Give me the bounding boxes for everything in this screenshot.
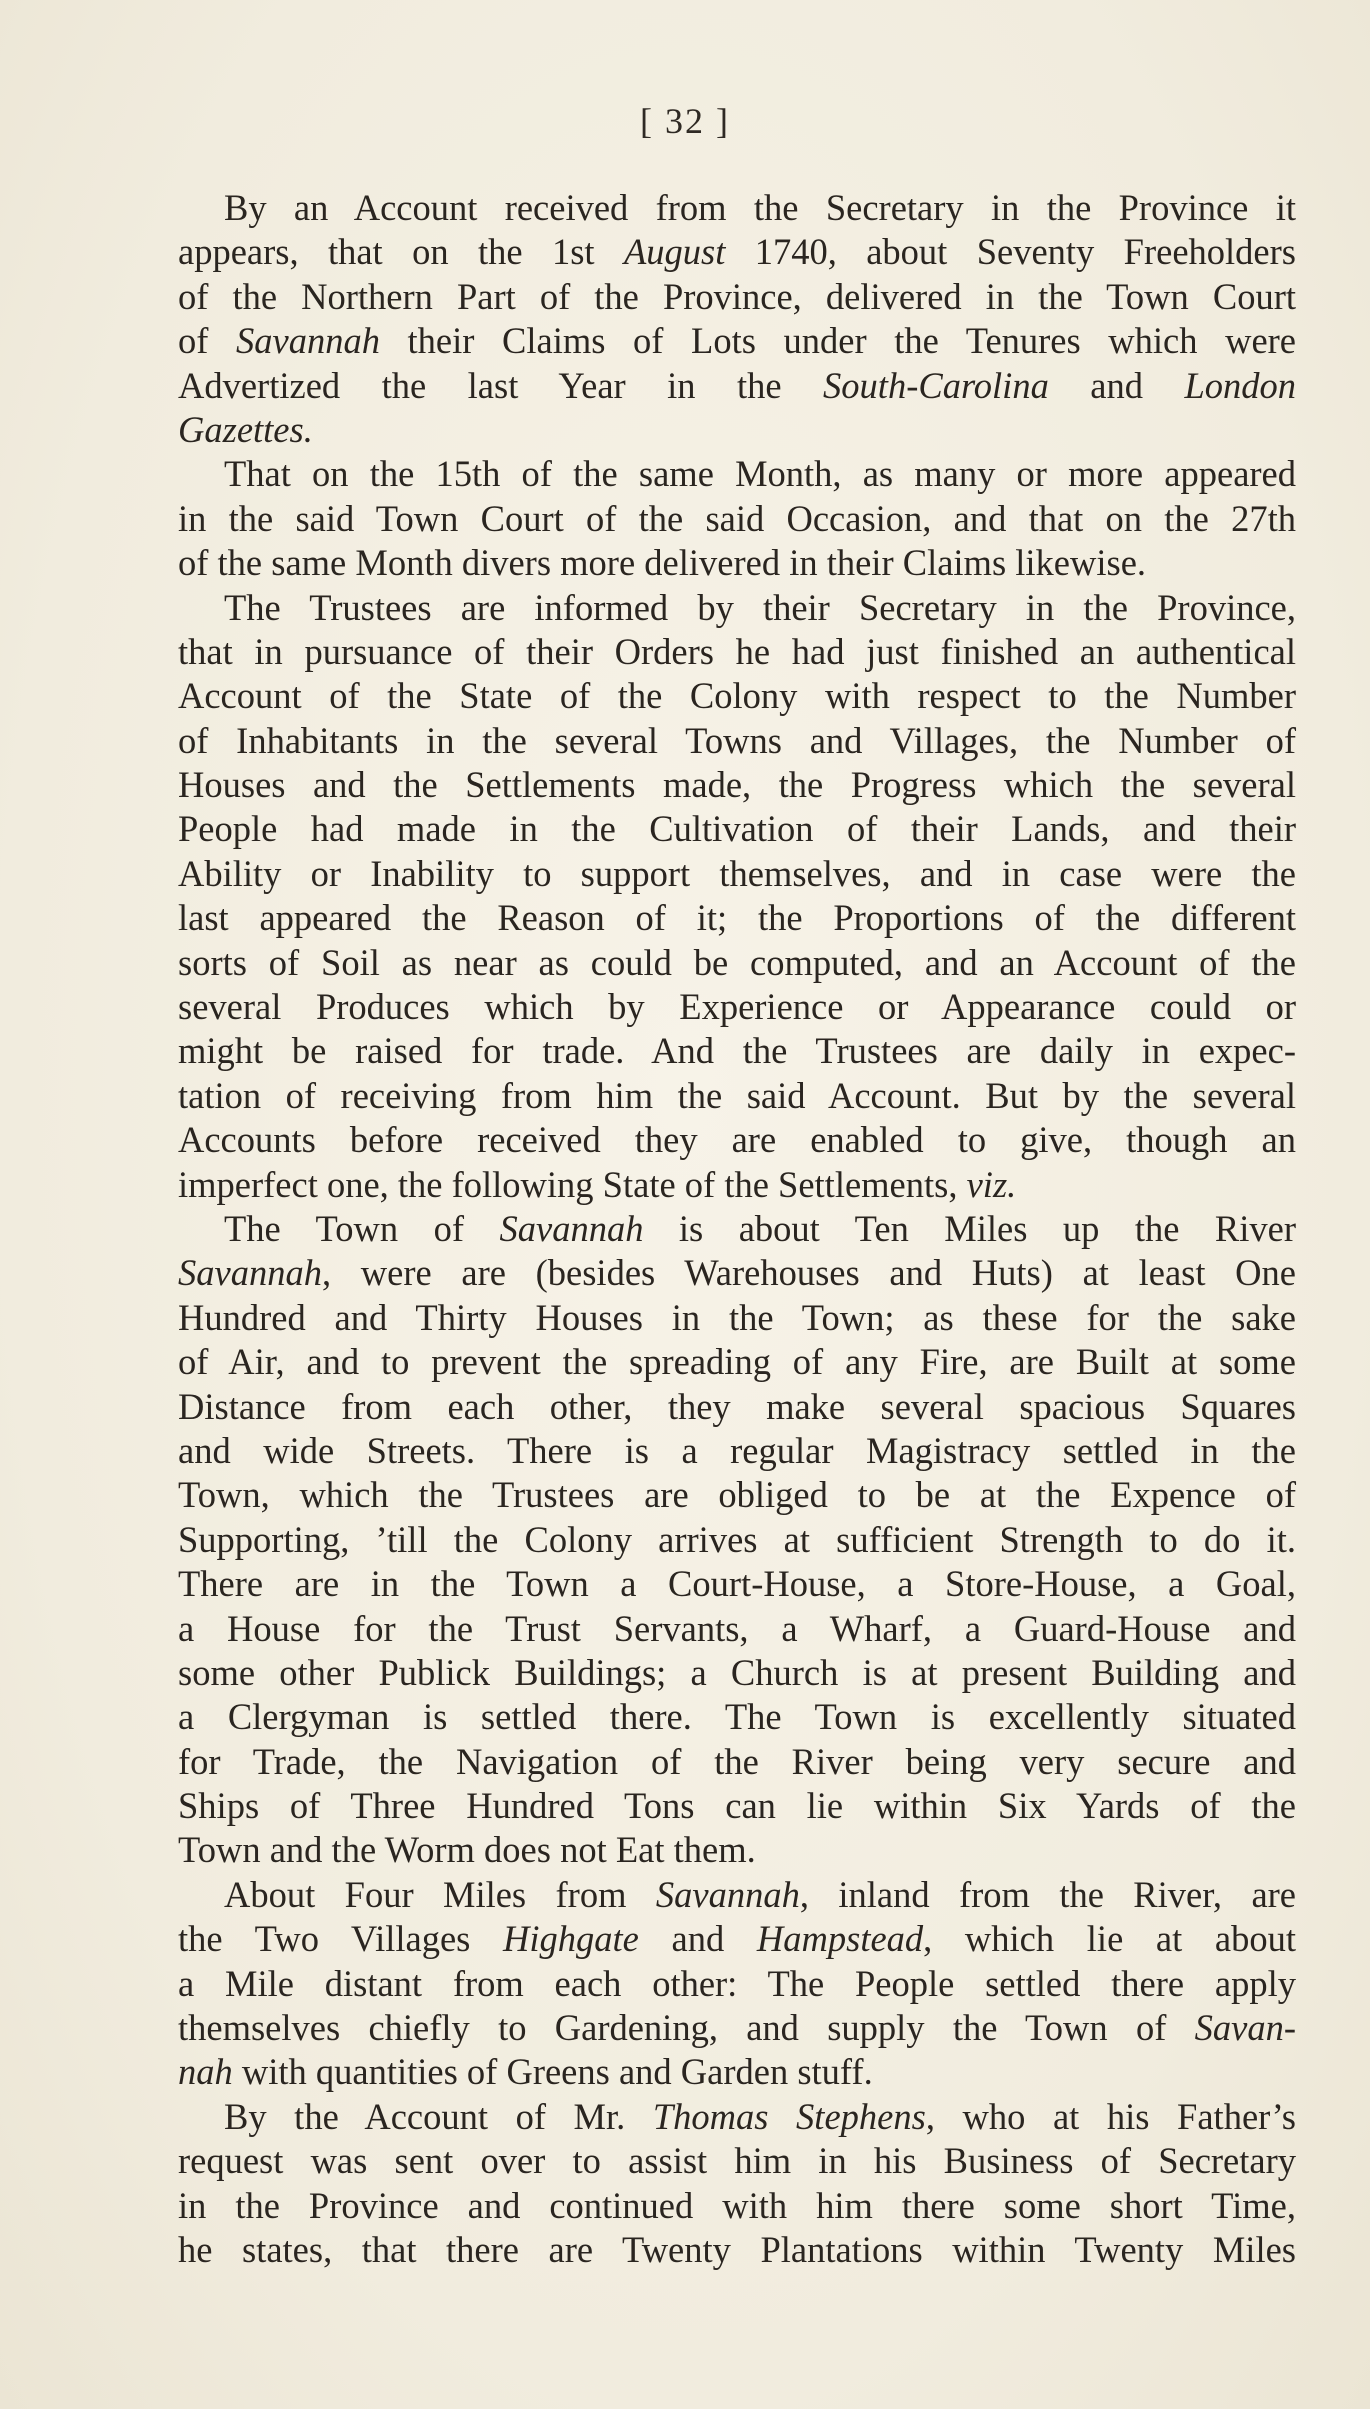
text-segment: in the Province and continued with him there some short Time, (178, 2184, 1296, 2226)
text-segment: and (638, 1918, 757, 1960)
text-segment: a Clergyman is settled there. The Town is excellently situated (178, 1696, 1296, 1738)
text-segment: , inland from the River, are (799, 1873, 1296, 1915)
text-segment: a Mile distant from each other: The People settled there apply (178, 1962, 1296, 2004)
text-line (178, 1873, 1296, 1917)
text-segment: of Inhabitants in the several Towns and Villages, the Number of (178, 719, 1296, 761)
text-segment: Distance from each other, they make several spacious Squares (178, 1385, 1296, 1427)
italic-text: Highgate (503, 1918, 639, 1960)
text-segment: , which lie at about (923, 1918, 1297, 1960)
text-line (178, 2095, 1296, 2139)
text-segment: appears, that on the 1st (178, 231, 624, 273)
text-segment: themselves chiefly to Gardening, and supply the Town of (178, 2007, 1195, 2049)
text-segment: last appeared the Reason of it; the Proportions of the different (178, 897, 1296, 939)
text-line (178, 1917, 1296, 1961)
text-line (178, 1828, 1296, 1872)
text-line (178, 2228, 1296, 2272)
text-segment: the Two Villages (178, 1918, 504, 1960)
text-segment: that in pursuance of their Orders he had just finished an authentical (178, 630, 1296, 672)
text-line (178, 2006, 1296, 2050)
text-segment: their Claims of Lots under the Tenures which were (379, 320, 1297, 362)
text-segment: By the Account of Mr. (224, 2095, 653, 2137)
text-segment: in the said Town Court of the said Occasion, and that on the 27th (178, 497, 1296, 539)
text-segment: , who at his Father’s (925, 2095, 1297, 2137)
text-line (178, 1340, 1296, 1384)
text-segment: Accounts before received they are enabled to give, though an (178, 1119, 1296, 1161)
text-segment: several Produces which by Experience or Appearance could or (178, 986, 1296, 1028)
text-line (178, 1163, 1296, 1207)
text-line (178, 230, 1296, 274)
italic-text: August (623, 231, 726, 273)
text-line (178, 1251, 1296, 1295)
text-line (178, 2139, 1296, 2183)
text-segment: 1740, about Seventy Freeholders (725, 231, 1296, 273)
text-line (178, 1962, 1296, 2006)
text-line (178, 541, 1296, 585)
text-segment: is about Ten Miles up the River (643, 1207, 1296, 1249)
text-segment: for Trade, the Navigation of the River being very secure and (178, 1740, 1296, 1782)
text-line (178, 1385, 1296, 1429)
text-line (178, 1118, 1296, 1162)
text-segment: There are in the Town a Court-House, a Store-House, a Goal, (178, 1563, 1296, 1605)
text-line (178, 852, 1296, 896)
text-segment: some other Publick Buildings; a Church is at present Building and (178, 1651, 1296, 1693)
body-text (178, 186, 1296, 2272)
text-segment: Hundred and Thirty Houses in the Town; as these for the sake (178, 1296, 1296, 1338)
italic-text: London (1184, 364, 1296, 406)
text-segment: Town and the Worm does not Eat them. (178, 1829, 756, 1871)
text-line (178, 186, 1296, 230)
text-line (178, 1562, 1296, 1606)
text-line (178, 1029, 1296, 1073)
text-line (178, 2050, 1296, 2094)
italic-text: South-Carolina (823, 364, 1049, 406)
text-segment: The Town of (224, 1207, 500, 1249)
text-line (178, 719, 1296, 763)
italic-text: Savannah (236, 320, 380, 362)
text-line (178, 674, 1296, 718)
text-segment: of (178, 320, 236, 362)
text-line (178, 1518, 1296, 1562)
text-segment: and (1048, 364, 1185, 406)
text-segment: About Four Miles from (224, 1873, 656, 1915)
italic-text: Savannah (655, 1873, 800, 1915)
text-line (178, 985, 1296, 1029)
text-segment: request was sent over to assist him in his Business of Secretary (178, 2140, 1296, 2182)
text-line (178, 1651, 1296, 1695)
text-segment: and wide Streets. There is a regular Magistracy settled in the (178, 1429, 1296, 1471)
text-line (178, 1429, 1296, 1473)
italic-text: Thomas Stephens (652, 2095, 926, 2137)
text-segment: of the Northern Part of the Province, delivered in the Town Court (178, 275, 1296, 317)
italic-text: Savannah (178, 1252, 322, 1294)
text-segment: he states, that there are Twenty Plantations within Twenty Miles (178, 2228, 1296, 2270)
text-segment: tation of receiving from him the said Account. But by the several (178, 1074, 1296, 1116)
text-line (178, 408, 1296, 452)
text-line (178, 2184, 1296, 2228)
text-segment: a House for the Trust Servants, a Wharf, a Guard-House and (178, 1607, 1296, 1649)
text-line (178, 275, 1296, 319)
italic-text: Gazettes. (178, 408, 313, 450)
text-segment: with quantities of Greens and Garden stuff. (232, 2051, 873, 2093)
italic-text: Savan- (1194, 2007, 1296, 2049)
text-line (178, 896, 1296, 940)
text-line (178, 941, 1296, 985)
text-segment: of the same Month divers more delivered in their Claims likewise. (178, 542, 1147, 584)
text-segment: sorts of Soil as near as could be computed, and an Account of the (178, 941, 1296, 983)
text-segment: Houses and the Settlements made, the Progress which the several (178, 764, 1296, 806)
text-line (178, 1607, 1296, 1651)
text-segment: , were are (besides Warehouses and Huts) at least One (321, 1252, 1296, 1294)
italic-text: Savannah (499, 1207, 644, 1249)
italic-text: Hampstead (756, 1918, 924, 1960)
text-line (178, 364, 1296, 408)
text-line (178, 763, 1296, 807)
text-segment: Supporting, ’till the Colony arrives at sufficient Strength to do it. (178, 1518, 1296, 1560)
text-line (178, 319, 1296, 363)
text-segment: Ability or Inability to support themselves, and in case were the (178, 852, 1296, 894)
text-line (178, 586, 1296, 630)
text-line (178, 1074, 1296, 1118)
italic-text: nah (178, 2051, 233, 2093)
text-segment: The Trustees are informed by their Secretary in the Province, (224, 586, 1296, 628)
text-segment: By an Account received from the Secretary in the Province it (224, 187, 1296, 228)
text-line (178, 1784, 1296, 1828)
text-line (178, 452, 1296, 496)
text-segment: imperfect one, the following State of the Settlements, (178, 1163, 967, 1205)
text-segment: Ships of Three Hundred Tons can lie within Six Yards of the (178, 1785, 1296, 1827)
italic-text: viz. (966, 1163, 1017, 1205)
text-segment: Account of the State of the Colony with respect to the Number (178, 675, 1296, 717)
text-segment: Town, which the Trustees are obliged to be at the Expence of (178, 1474, 1296, 1516)
text-line (178, 807, 1296, 851)
text-line (178, 1740, 1296, 1784)
text-segment: of Air, and to prevent the spreading of any Fire, are Built at some (178, 1341, 1296, 1383)
text-line (178, 497, 1296, 541)
text-segment: might be raised for trade. And the Trustees are daily in expec- (178, 1030, 1296, 1072)
text-line (178, 1207, 1296, 1251)
text-segment: People had made in the Cultivation of their Lands, and their (178, 808, 1296, 850)
page-number: [ 32 ] (640, 101, 730, 141)
text-segment: That on the 15th of the same Month, as many or more appeared (224, 453, 1296, 495)
text-segment: Advertized the last Year in the (178, 364, 824, 406)
text-line (178, 630, 1296, 674)
text-line (178, 1695, 1296, 1739)
text-line (178, 1473, 1296, 1517)
text-line (178, 1296, 1296, 1340)
